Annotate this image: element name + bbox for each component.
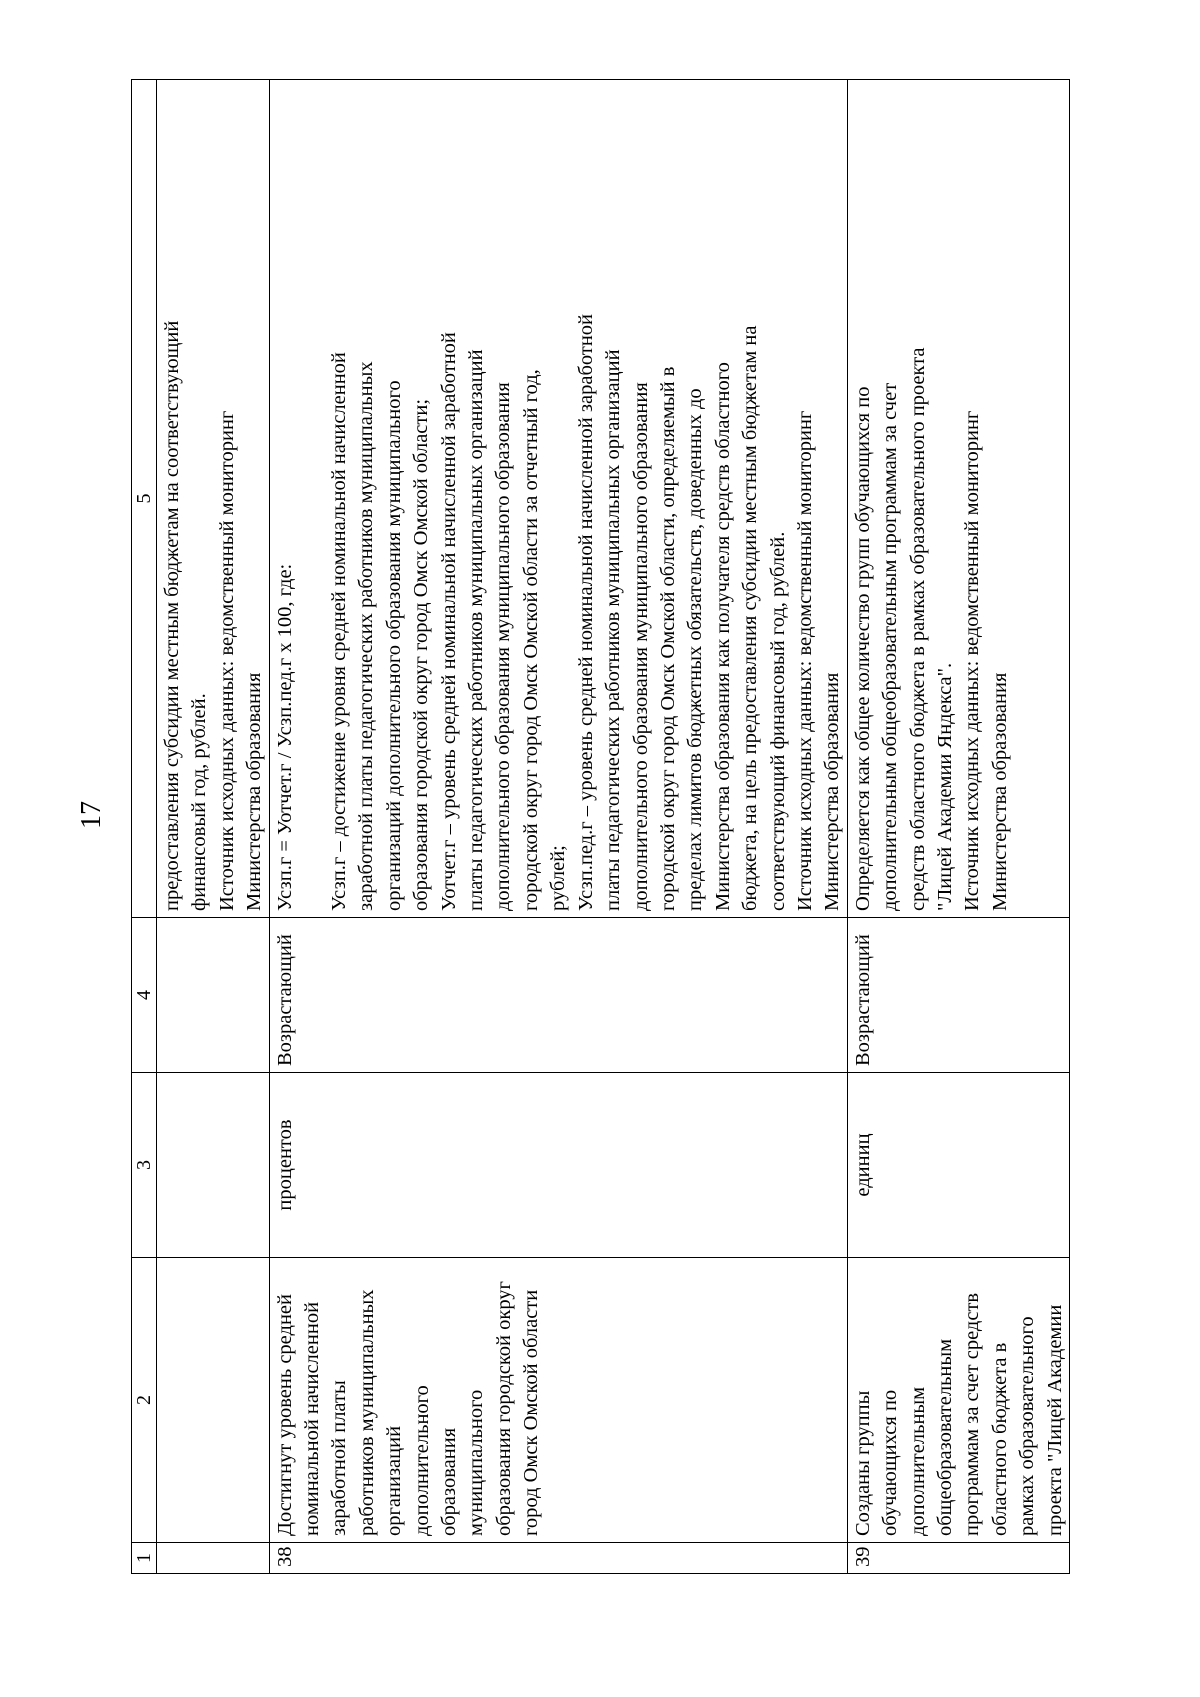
text-line: пределах лимитов бюджетных обязательств, доведенных до [684,388,707,911]
text-line: муниципального [465,1389,488,1536]
text-line: финансовый год, рублей. [188,693,211,911]
cell-empty [157,1258,270,1543]
text-line: обучающихся по [879,1389,902,1536]
text-line: номинальной начисленной [301,1301,324,1536]
page-number: 17 [76,801,107,829]
text-line: Достигнут уровень средней [273,1294,296,1536]
text-line: общеобразовательным [933,1338,956,1536]
text-line: Министерства образования [243,672,266,911]
text-line: бюджета, на цель предоставления субсидии местным бюджетам на [739,325,762,911]
text-line: образования городской округ город Омск Омской области; [410,398,433,911]
row-number: 38 [269,1543,847,1574]
header-cell-3: 3 [132,1073,157,1258]
text-line: заработной платы педагогических работников муниципальных [355,361,378,911]
text-line: Уотчет.г – уровень средней номинальной начисленной заработной [437,332,460,911]
text-line: организаций дополнительного образования муниципального [382,380,405,911]
text-line: соответствующий финансовый год, рублей. [766,531,789,911]
calculation-description [847,80,1069,918]
text-line: Определяется как общее количество групп обучающихся по [851,386,874,911]
direction-cell: Возрастающий [847,918,1069,1073]
text-line: Министерства образования [821,672,844,911]
text-line: городской округ город Омск Омской области, определяемый в [656,366,679,911]
text-line: Усзп.пед.г – уровень средней номинальной начисленной заработной [574,313,597,911]
text-line: образования городской округ [492,1281,515,1536]
text-line: Созданы группы [851,1390,874,1536]
table-row-continuation [157,80,270,1574]
text-line: областного бюджета в [988,1342,1011,1536]
text-line: городской округ город Омск Омской области за отчетный год, [519,369,542,911]
text-line: дополнительным [906,1386,929,1536]
text-line: дополнительного образования муниципального образования [629,382,652,911]
text-line: проекта "Лицей Академии [1043,1304,1066,1536]
row-number: 39 [847,1543,1069,1574]
table-row-39 [847,80,1069,1574]
text-line: Министерства образования [988,672,1011,911]
text-line: рамках образовательного [1016,1316,1039,1536]
text-line: платы педагогических работников муниципальных организаций [602,349,625,911]
text-line: образования [438,1427,461,1536]
indicator-name [269,1258,847,1543]
text-line: Источник исходных данных: ведомственный мониторинг [961,410,984,911]
text-line: программам за счет средств [961,1292,984,1536]
text-line: Источник исходных данных: ведомственный мониторинг [215,410,238,911]
header-cell-1: 1 [132,1543,157,1574]
text-line: работников муниципальных [355,1289,378,1536]
text-line: заработной платы [328,1380,351,1536]
continuation-description [157,80,270,918]
text-line: рублей; [547,845,570,911]
direction-cell: Возрастающий [269,918,847,1073]
text-line: средств областного бюджета в рамках образовательного проекта [906,347,929,911]
text-line: дополнительного [410,1385,433,1536]
calculation-description [269,80,847,918]
unit-cell: процентов [269,1073,847,1258]
table-row-38 [269,80,847,1574]
unit-cell: единиц [847,1073,1069,1258]
text-line: "Лицей Академии Яндекса". [933,662,956,911]
text-line: Министерства образования как получателя средств областного [711,362,734,911]
cell-empty [157,918,270,1073]
indicator-name [847,1258,1069,1543]
cell-empty [157,1543,270,1574]
text-line: город Омск Омской области [520,1289,543,1536]
header-row [132,80,157,1574]
cell-empty [157,1073,270,1258]
text-line: предоставления субсидии местным бюджетам на соответствующий [161,320,183,911]
text-line: платы педагогических работников муниципальных организаций [465,349,488,911]
header-cell-4: 4 [132,918,157,1073]
text-line: Усзп.г – достижение уровня средней номинальной начисленной [328,352,351,911]
formula: Усзп.г = Уотчет.г / Усзп.пед.г х 100, где: [273,563,296,911]
rotated-table-container [131,79,1068,1574]
text-line: Источник исходных данных: ведомственный мониторинг [793,410,816,911]
header-cell-2: 2 [132,1258,157,1543]
indicators-table [131,79,1070,1574]
header-cell-5: 5 [132,80,157,918]
text-line: организаций [383,1425,406,1536]
text-line: дополнительным общеобразовательным программам за счет [879,382,902,911]
text-line: дополнительного образования муниципального образования [492,382,515,911]
